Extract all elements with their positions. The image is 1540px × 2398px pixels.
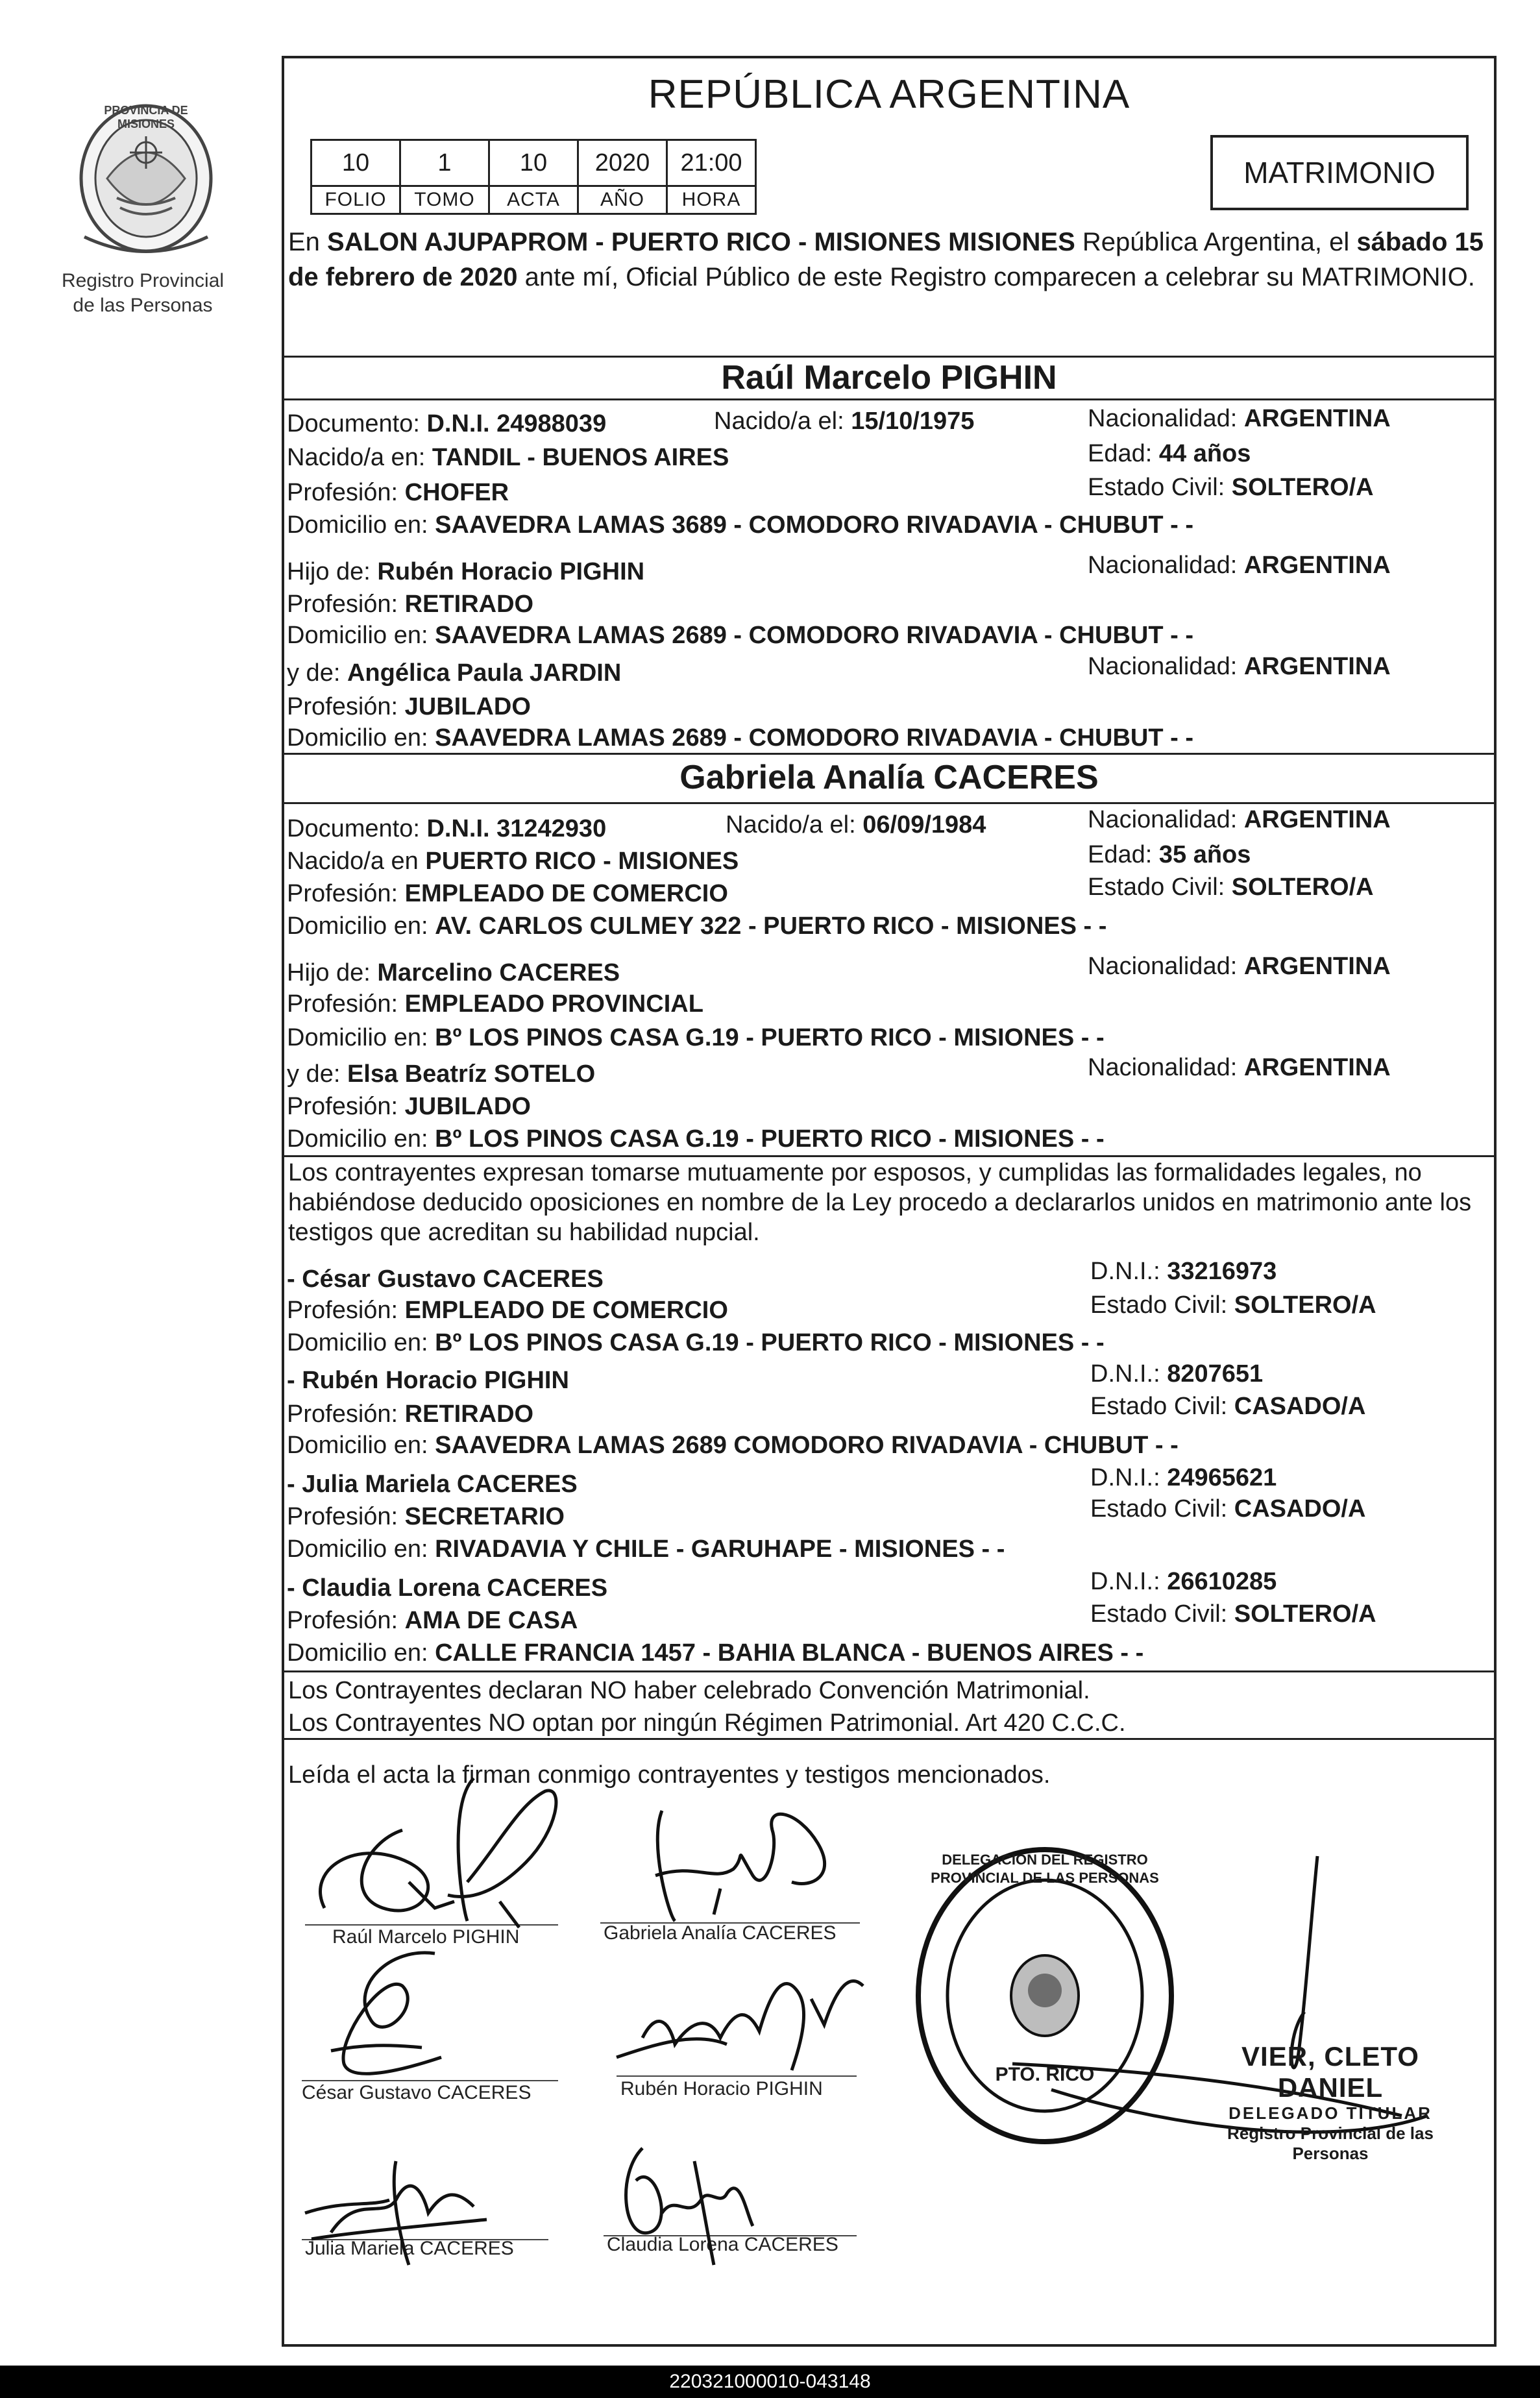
groom-age: Edad: 44 años: [1088, 440, 1251, 467]
witness-2-profession: Profesión: RETIRADO: [287, 1401, 534, 1428]
groom-civil-status: Estado Civil: SOLTERO/A: [1088, 474, 1374, 501]
bride-father-address: Domicilio en: Bº LOS PINOS CASA G.19 - PUERTO RICO - MISIONES - -: [287, 1024, 1105, 1051]
groom-document: Documento: D.N.I. 24988039: [287, 410, 607, 437]
signature-name-witness-2: Rubén Horacio PIGHIN: [620, 2078, 823, 2099]
anio-value: 2020: [578, 140, 667, 186]
delegate-block: [1191, 2041, 1470, 2164]
groom-father-address: Domicilio en: SAAVEDRA LAMAS 2689 - COMODORO RIVADAVIA - CHUBUT - -: [287, 622, 1193, 649]
witness-1-civil-status: Estado Civil: SOLTERO/A: [1090, 1291, 1376, 1319]
witness-3-signature: [292, 2135, 500, 2278]
bride-civil-status: Estado Civil: SOLTERO/A: [1088, 874, 1374, 901]
witness-3-dni: D.N.I.: 24965621: [1090, 1464, 1277, 1491]
groom-mother-profession: Profesión: JUBILADO: [287, 693, 531, 720]
witness-3-civil-status: Estado Civil: CASADO/A: [1090, 1495, 1366, 1523]
witness-4-profession: Profesión: AMA DE CASA: [287, 1607, 578, 1634]
bride-father: Hijo de: Marcelino CACERES: [287, 959, 620, 986]
signature-name-groom: Raúl Marcelo PIGHIN: [332, 1926, 520, 1948]
witness-4-dni: D.N.I.: 26610285: [1090, 1568, 1277, 1595]
registry-caption-line1: Registro Provincial: [61, 270, 225, 291]
bride-father-nationality: Nacionalidad: ARGENTINA: [1088, 953, 1391, 980]
registration-fields-table: [310, 139, 757, 215]
groom-father: Hijo de: Rubén Horacio PIGHIN: [287, 558, 645, 585]
bride-signature: [604, 1791, 837, 1934]
signature-name-witness-1: César Gustavo CACERES: [302, 2082, 532, 2103]
bride-nationality: Nacionalidad: ARGENTINA: [1088, 806, 1391, 833]
bride-mother-address: Domicilio en: Bº LOS PINOS CASA G.19 - PUERTO RICO - MISIONES - -: [287, 1125, 1105, 1153]
bride-age: Edad: 35 años: [1088, 841, 1251, 868]
folio-label: FOLIO: [312, 186, 400, 214]
bride-document: Documento: D.N.I. 31242930: [287, 815, 607, 842]
bride-father-profession: Profesión: EMPLEADO PROVINCIAL: [287, 990, 703, 1018]
groom-profession: Profesión: CHOFER: [287, 479, 509, 506]
act-type-box: MATRIMONIO: [1210, 135, 1469, 210]
witness-1-name: - César Gustavo CACERES: [287, 1266, 604, 1293]
anio-label: AÑO: [578, 186, 667, 214]
witness-1-dni: D.N.I.: 33216973: [1090, 1258, 1277, 1285]
groom-address: Domicilio en: SAAVEDRA LAMAS 3689 - COMODORO RIVADAVIA - CHUBUT - -: [287, 511, 1193, 539]
groom-father-profession: Profesión: RETIRADO: [287, 591, 534, 618]
witness-4-name: - Claudia Lorena CACERES: [287, 1574, 608, 1602]
bride-address: Domicilio en: AV. CARLOS CULMEY 322 - PUERTO RICO - MISIONES - -: [287, 912, 1107, 940]
document-code-bar: 220321000010-043148: [0, 2366, 1540, 2398]
witness-4-civil-status: Estado Civil: SOLTERO/A: [1090, 1600, 1376, 1628]
stamp-ring-text: DELEGACION DEL REGISTRO PROVINCIAL DE LAS PERSONAS: [931, 1852, 1159, 1886]
country-title: REPÚBLICA ARGENTINA: [648, 72, 1131, 117]
bride-mother-profession: Profesión: JUBILADO: [287, 1093, 531, 1120]
tomo-label: TOMO: [400, 186, 489, 214]
hora-value: 21:00: [667, 140, 756, 186]
bride-mother-nationality: Nacionalidad: ARGENTINA: [1088, 1054, 1391, 1081]
folio-value: 10: [312, 140, 400, 186]
seal-text: PROVINCIA DE MISIONES: [104, 104, 188, 130]
witness-2-dni: D.N.I.: 8207651: [1090, 1360, 1264, 1388]
bride-birthplace: Nacido/a en PUERTO RICO - MISIONES: [287, 848, 739, 875]
witness-2-signature: [604, 1947, 889, 2090]
witness-3-profession: Profesión: SECRETARIO: [287, 1503, 565, 1530]
witness-1-signature: [312, 1934, 526, 2090]
witness-3-address: Domicilio en: RIVADAVIA Y CHILE - GARUHAPE - MISIONES - -: [287, 1535, 1005, 1563]
acta-label: ACTA: [489, 186, 578, 214]
witness-1-address: Domicilio en: Bº LOS PINOS CASA G.19 - PUERTO RICO - MISIONES - -: [287, 1329, 1105, 1356]
delegate-office: Registro Provincial de las Personas: [1227, 2123, 1434, 2163]
convention-line-1: Los Contrayentes declaran NO haber celebrado Convención Matrimonial.: [288, 1677, 1090, 1704]
witness-1-profession: Profesión: EMPLEADO DE COMERCIO: [287, 1297, 728, 1324]
acta-value: 10: [489, 140, 578, 186]
groom-mother: y de: Angélica Paula JARDIN: [287, 659, 622, 687]
groom-birthdate: Nacido/a el: 15/10/1975: [714, 408, 975, 435]
tomo-value: 1: [400, 140, 489, 186]
delegate-role: DELEGADO TITULAR: [1228, 2103, 1432, 2123]
groom-mother-address: Domicilio en: SAAVEDRA LAMAS 2689 - COMODORO RIVADAVIA - CHUBUT - -: [287, 724, 1193, 752]
stamp-center-text: PTO. RICO: [995, 2064, 1095, 2085]
bride-profession: Profesión: EMPLEADO DE COMERCIO: [287, 880, 728, 907]
witness-4-signature: [604, 2122, 772, 2278]
registry-caption: [32, 269, 253, 318]
witness-2-address: Domicilio en: SAAVEDRA LAMAS 2689 COMODORO RIVADAVIA - CHUBUT - -: [287, 1432, 1179, 1459]
groom-mother-nationality: Nacionalidad: ARGENTINA: [1088, 653, 1391, 680]
declaration-paragraph: Los contrayentes expresan tomarse mutuamente por esposos, y cumplidas las formalidades legales, no habiéndose deducido oposiciones en nombre de la Ley procedo a declararlos unidos en matrimonio ante los testigos que acreditan su habilidad nupcial.: [288, 1159, 1472, 1246]
intro-paragraph: En SALON AJUPAPROM - PUERTO RICO - MISIONES MISIONES República Argentina, el sábado 15 de febrero de 2020 ante mí, Oficial Público de este Registro comparecen a celebrar su MATRIMONIO.: [288, 228, 1484, 291]
bride-birthdate: Nacido/a el: 06/09/1984: [726, 811, 986, 838]
registry-caption-line2: de las Personas: [73, 295, 213, 316]
witness-2-civil-status: Estado Civil: CASADO/A: [1090, 1393, 1366, 1420]
hora-label: HORA: [667, 186, 756, 214]
bride-name: Gabriela Analía CACERES: [679, 759, 1099, 796]
bride-mother: y de: Elsa Beatríz SOTELO: [287, 1060, 596, 1088]
groom-signature: [305, 1752, 617, 1947]
groom-father-nationality: Nacionalidad: ARGENTINA: [1088, 552, 1391, 579]
groom-nationality: Nacionalidad: ARGENTINA: [1088, 405, 1391, 432]
signature-name-witness-4: Claudia Lorena CACERES: [607, 2234, 838, 2255]
witness-4-address: Domicilio en: CALLE FRANCIA 1457 - BAHIA BLANCA - BUENOS AIRES - -: [287, 1639, 1144, 1667]
witness-3-name: - Julia Mariela CACERES: [287, 1471, 578, 1498]
groom-name: Raúl Marcelo PIGHIN: [721, 359, 1057, 397]
convention-line-2: Los Contrayentes NO optan por ningún Régimen Patrimonial. Art 420 C.C.C.: [288, 1709, 1126, 1737]
signature-name-bride: Gabriela Analía CACERES: [604, 1922, 837, 1944]
witness-2-name: - Rubén Horacio PIGHIN: [287, 1367, 569, 1394]
signature-name-witness-3: Julia Mariela CACERES: [305, 2238, 514, 2259]
delegate-name: VIER, CLETO DANIEL: [1241, 2041, 1419, 2103]
groom-birthplace: Nacido/a en: TANDIL - BUENOS AIRES: [287, 444, 729, 471]
closing-statement: Leída el acta la firman conmigo contrayentes y testigos mencionados.: [288, 1761, 1051, 1789]
